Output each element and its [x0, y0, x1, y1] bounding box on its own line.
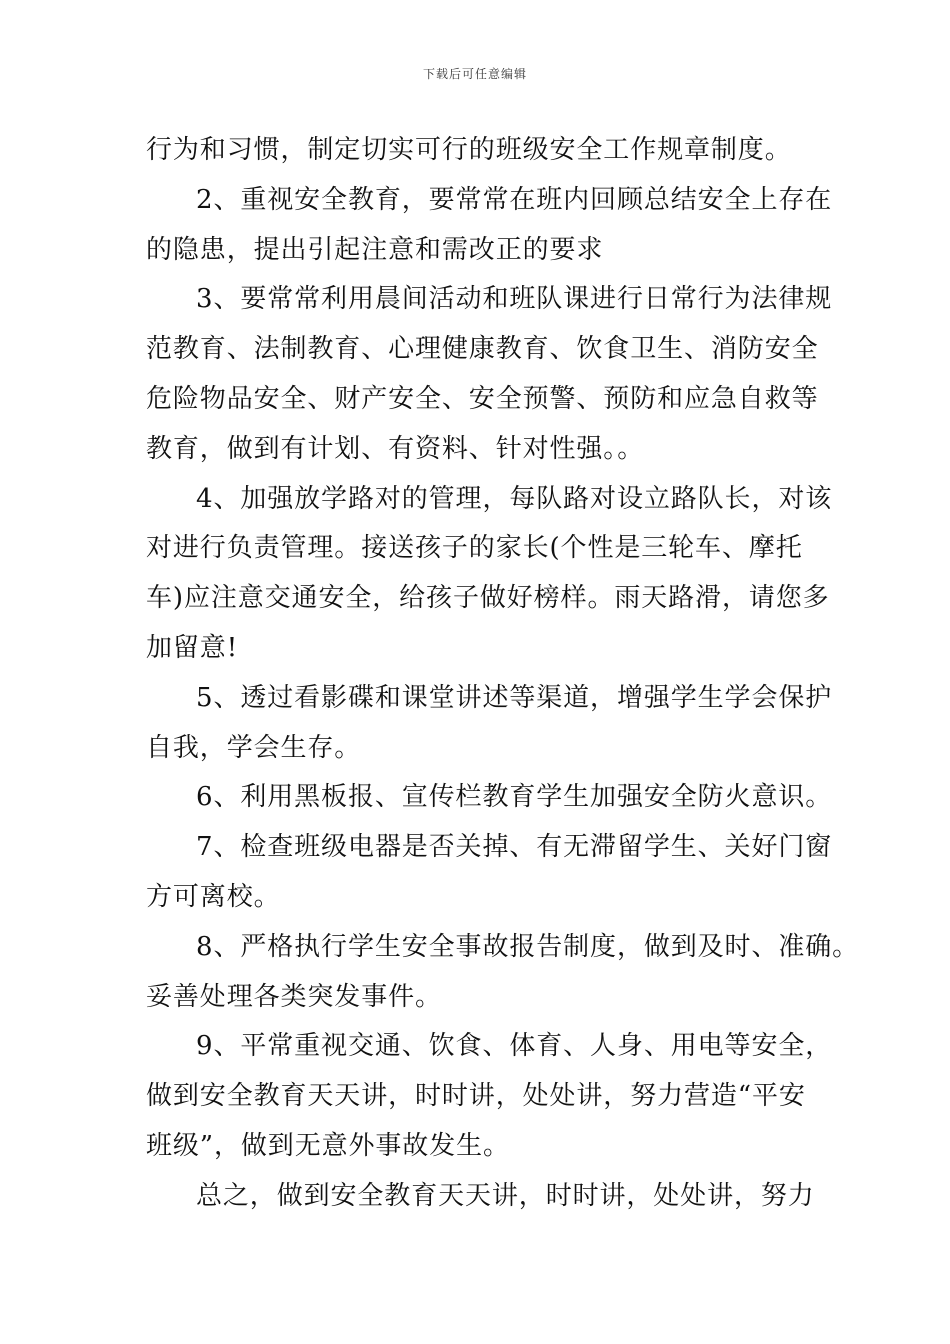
body-line: 9、平常重视交通、饮食、体育、人身、用电等安全， — [196, 1031, 833, 1062]
body-line: 2、重视安全教育，要常常在班内回顾总结安全上存在 — [196, 184, 833, 215]
body-line: 教育，做到有计划、有资料、针对性强。。 — [146, 433, 645, 464]
body-line: 的隐患，提出引起注意和需改正的要求 — [146, 234, 604, 265]
body-line: 妥善处理各类突发事件。 — [146, 981, 442, 1012]
body-line: 班级”，做到无意外事故发生。 — [146, 1130, 510, 1161]
document-body — [146, 126, 860, 1222]
body-line: 自我，学会生存。 — [146, 732, 362, 763]
body-line: 范教育、法制教育、心理健康教育、饮食卫生、消防安全 — [146, 334, 819, 365]
body-line: 加留意! — [146, 632, 239, 663]
page-header: 下载后可任意编辑 — [422, 67, 527, 81]
body-line: 危险物品安全、财产安全、安全预警、预防和应急自救等 — [146, 383, 819, 414]
body-line: 总之，做到安全教育天天讲，时时讲，处处讲，努力 — [196, 1180, 815, 1211]
body-line: 5、透过看影碟和课堂讲述等渠道，增强学生学会保护 — [196, 682, 833, 713]
body-line: 对进行负责管理。接送孩子的家长(个性是三轮车、摩托 — [146, 533, 803, 564]
body-line: 3、要常常利用晨间活动和班队课进行日常行为法律规 — [196, 284, 833, 315]
body-line: 方可离校。 — [146, 881, 281, 912]
body-line: 8、严格执行学生安全事故报告制度，做到及时、准确。 — [196, 931, 860, 962]
body-line: 行为和习惯，制定切实可行的班级安全工作规章制度。 — [146, 135, 792, 165]
body-line: 4、加强放学路对的管理，每队路对设立路队长，对该 — [196, 483, 833, 514]
body-line: 做到安全教育天天讲，时时讲，处处讲，努力营造“平安 — [146, 1081, 806, 1112]
body-line: 车)应注意交通安全，给孩子做好榜样。雨天路滑，请您多 — [146, 583, 830, 614]
body-line: 6、利用黑板报、宣传栏教育学生加强安全防火意识。 — [196, 782, 833, 813]
body-line: 7、检查班级电器是否关掉、有无滞留学生、关好门窗 — [196, 832, 833, 863]
